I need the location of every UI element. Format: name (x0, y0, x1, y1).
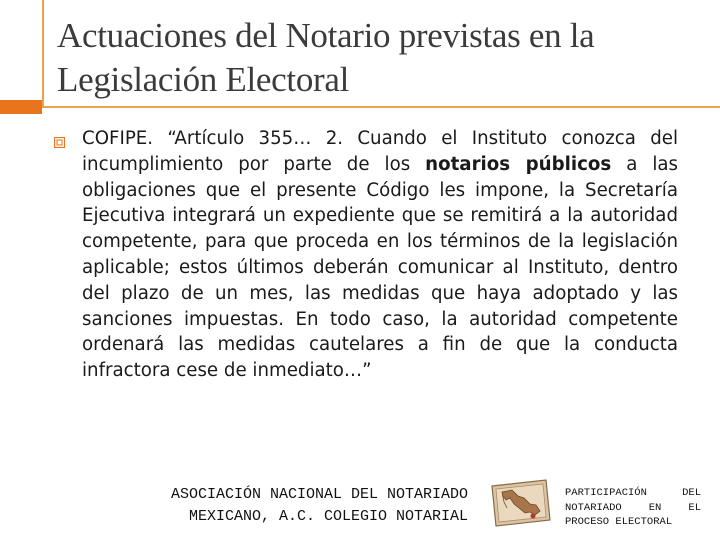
slide-title: Actuaciones del Notario previstas en la Legislación Electoral (57, 16, 595, 99)
footer-participation: PARTICIPACIÓN DEL NOTARIADO EN EL PROCESO ELECTORAL (565, 487, 701, 528)
footer-association (100, 484, 468, 528)
quote-text-end: a las obligaciones que el presente Código les impone, la Secretaría Ejecutiva integrará un expediente que se remitirá a la autoridad competente, para que proceda en los términos de la legislación aplicable; estos últimos deberán comunicar al Instituto, dentro del plazo de un mes, las medidas que haya adoptado y las sanciones impuestas. En todo caso, la autoridad competente ordenará las medidas cautelares a fin de que la conducta infractora cese de inmediato…” (82, 153, 678, 382)
title-divider (42, 106, 720, 108)
mexico-map-logo-icon (488, 478, 554, 528)
title-left-rule (42, 0, 44, 108)
quote-paragraph (82, 126, 678, 384)
footer-line-2: MEXICANO, A.C. COLEGIO NOTARIAL (188, 508, 468, 525)
hollow-square-bullet-icon (54, 137, 65, 148)
title-accent-bar (0, 100, 42, 114)
quote-text-start: COFIPE. “Artículo 355… 2. Cuando el Instituto conozca del incumplimiento por parte de los (82, 128, 678, 175)
footer-line-1: ASOCIACIÓN NACIONAL DEL NOTARIADO (170, 486, 468, 503)
quote-bold-text: notarios públicos (425, 153, 612, 175)
